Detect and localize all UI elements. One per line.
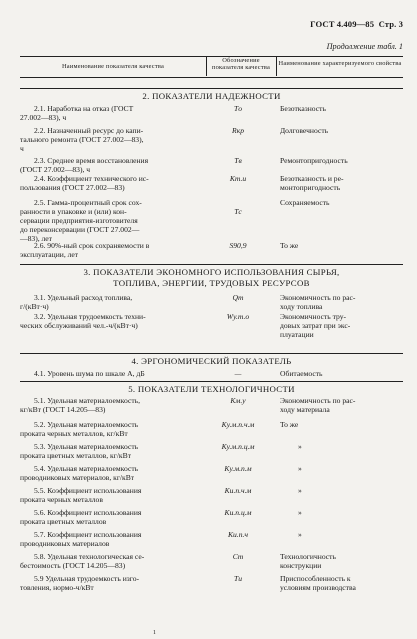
indicator-name: [20, 157, 205, 175]
indicator-name-line: товления, нормо-ч/кВт: [20, 582, 94, 592]
section-title: [20, 91, 403, 102]
indicator-name: [20, 397, 205, 415]
indicator-name: [20, 294, 205, 312]
characterized-property-line: довых затрат при экс-: [280, 320, 351, 330]
table-row: [20, 104, 403, 122]
indicator-name-line: кг/кВт (ГОСТ 14.205—83): [20, 404, 106, 414]
indicator-name-line: 2.5. Гамма-процентный срок сох-: [34, 198, 142, 207]
indicator-name-line: г/(кВт·ч): [20, 301, 49, 311]
indicator-name: [20, 313, 205, 331]
characterized-property: [280, 294, 403, 312]
indicator-name: [20, 509, 205, 527]
characterized-property: [280, 509, 403, 518]
characterized-property-line: конструкции: [280, 560, 322, 570]
indicator-name-line: проводниковых материалов: [20, 538, 110, 548]
section-rule: [20, 381, 403, 382]
table-row: [20, 293, 403, 311]
indicator-symbol: Wу.т.о: [226, 312, 250, 321]
indicator-name-line: проводниковых материалов, кг/кВт: [20, 472, 135, 482]
indicator-name-line: проката цветных металлов: [20, 516, 107, 526]
indicator-name: [20, 127, 205, 154]
indicator-symbol: Kи.п.ч.м: [224, 486, 252, 495]
characterized-property-line: »: [298, 508, 302, 517]
characterized-property: [280, 575, 403, 593]
table-row: [20, 126, 403, 153]
indicator-symbol: Kу.м.п.м: [224, 464, 252, 473]
section-title-line: 2. ПОКАЗАТЕЛИ НАДЕЖНОСТИ: [142, 91, 281, 101]
indicator-name-line: 4.1. Уровень шума по шкале А, дБ: [34, 369, 145, 378]
indicator-name-line: 5.4. Удельная материалоемкость: [34, 464, 139, 473]
indicator-name-line: 5.5. Коэффициент использования: [34, 486, 142, 495]
section-title: [20, 267, 403, 288]
characterized-property-line: Безотказность и ре-: [280, 174, 344, 183]
column-header-symbol: Обозначение показателя качества: [211, 57, 270, 71]
indicator-name-line: бестоимость (ГОСТ 14.205—83): [20, 560, 126, 570]
indicator-symbol: Cт: [232, 552, 244, 561]
indicator-name-line: 3.2. Удельная трудоемкость техни-: [34, 312, 146, 321]
indicator-symbol: Tи: [233, 574, 243, 583]
indicator-name-line: 3.1. Удельный расход топлива,: [34, 293, 133, 302]
indicator-symbol: Tв: [234, 156, 242, 165]
indicator-name-line: пользования (ГОСТ 27.002—83): [20, 182, 125, 192]
table-row: [20, 174, 403, 192]
indicator-symbol: —: [234, 369, 242, 378]
characterized-property: [280, 553, 403, 571]
table-row: [20, 396, 403, 414]
section-title: [20, 356, 403, 367]
indicator-name-line: 5.1. Удельная материалоемкость,: [34, 396, 141, 405]
characterized-property-line: условиям производства: [280, 582, 356, 592]
indicator-name-line: до переконсервации (ГОСТ 27.002—: [20, 224, 140, 234]
indicator-name: [20, 105, 205, 123]
standard-number: ГОСТ 4.409—85: [310, 19, 375, 29]
table-header-rule: [20, 77, 403, 78]
indicator-name: [20, 553, 205, 571]
characterized-property-line: »: [298, 464, 302, 473]
indicator-name-line: эксплуатации, лет: [20, 249, 79, 259]
indicator-name-line: (ГОСТ 27.002—83), ч: [20, 164, 91, 174]
characterized-property-line: Экономичность тру-: [280, 312, 347, 321]
characterized-property-line: Долговечность: [280, 126, 329, 135]
indicator-name: [20, 443, 205, 461]
table-row: [20, 312, 403, 339]
table-row: [20, 370, 403, 380]
characterized-property-line: ходу топлива: [280, 301, 323, 311]
table-row: [20, 156, 403, 174]
table-row: [20, 552, 403, 570]
indicator-symbol: Kи.п.ч: [227, 530, 249, 539]
table-row: [20, 464, 403, 482]
characterized-property-line: монтопригодность: [280, 182, 341, 192]
indicator-name-line: —83), лет: [20, 233, 52, 243]
footer-mark: 1: [153, 630, 156, 636]
indicator-symbol: S90,9: [229, 241, 247, 250]
characterized-property-line: ходу материала: [280, 404, 330, 414]
indicator-name: [20, 487, 205, 505]
characterized-property-line: Обитаемость: [280, 369, 323, 378]
indicator-name-line: проката цветных металлов, кг/кВт: [20, 450, 132, 460]
characterized-property-line: Приспособленность к: [280, 574, 351, 583]
indicator-name-line: ческих обслуживаний чел.-ч/(кВт·ч): [20, 320, 138, 330]
table-top-rule: [20, 56, 403, 57]
characterized-property-line: То же: [280, 420, 299, 429]
characterized-property: [280, 157, 403, 166]
indicator-name: [20, 175, 205, 193]
table-row: [20, 241, 403, 259]
indicator-name-line: 2.3. Среднее время восстановления: [34, 156, 149, 165]
indicator-name-line: тального ремонта (ГОСТ 27.002—83),: [20, 134, 144, 144]
indicator-name-line: 5.7. Коэффициент использования: [34, 530, 142, 539]
indicator-name: [20, 531, 205, 549]
characterized-property-line: »: [298, 486, 302, 495]
indicator-name-line: 2.4. Коэффициент технического ис-: [34, 174, 149, 183]
indicator-symbol: Qт: [232, 293, 244, 302]
characterized-property-line: Сохраняемость: [280, 198, 330, 207]
indicator-name: [20, 242, 205, 260]
indicator-name-line: проката черных металлов: [20, 494, 103, 504]
characterized-property-line: Экономичность по рас-: [280, 293, 356, 302]
characterized-property-line: Экономичность по рас-: [280, 396, 356, 405]
indicator-name-line: проката черных металлов, кг/кВт: [20, 428, 128, 438]
page-number: Стр. 3: [378, 19, 403, 29]
column-header-property: Наименование характеризуемого свойства: [278, 60, 402, 67]
table-row: [20, 442, 403, 460]
table-row: [20, 530, 403, 548]
table-row: [20, 508, 403, 526]
section-title-line: 3. ПОКАЗАТЕЛИ ЭКОНОМНОГО ИСПОЛЬЗОВАНИЯ СЫРЬЯ,: [83, 267, 340, 277]
indicator-symbol: Kи.п.ц.м: [224, 508, 252, 517]
characterized-property-line: Технологичность: [280, 552, 336, 561]
characterized-property: [280, 199, 403, 208]
indicator-name-line: сервации предприятия-изготовителя: [20, 215, 138, 225]
characterized-property: [280, 242, 403, 251]
section-title: [20, 384, 403, 395]
indicator-name-line: ч: [20, 143, 24, 153]
indicator-symbol: Tс: [234, 206, 242, 216]
characterized-property: [280, 421, 403, 430]
characterized-property-line: »: [298, 530, 302, 539]
indicator-name: [20, 465, 205, 483]
section-rule: [20, 264, 403, 265]
indicator-name-line: 5.9 Удельная трудоемкость изго-: [34, 574, 140, 583]
section-rule: [20, 88, 403, 89]
page-header: [310, 20, 403, 29]
indicator-name-line: 2.2. Назначенный ресурс до капи-: [34, 126, 144, 135]
section-title-line: ТОПЛИВА, ЭНЕРГИИ, ТРУДОВЫХ РЕСУРСОВ: [113, 277, 310, 288]
indicator-name-line: 5.3. Удельная материалоемкость: [34, 442, 139, 451]
table-row: [20, 574, 403, 592]
section-title-line: 5. ПОКАЗАТЕЛИ ТЕХНОЛОГИЧНОСТИ: [128, 384, 295, 394]
indicator-name: [20, 199, 205, 244]
characterized-property: [280, 487, 403, 496]
characterized-property: [280, 370, 403, 379]
table-row: [20, 420, 403, 438]
indicator-symbol: Tо: [233, 104, 243, 113]
indicator-symbol: Kу.м.п.ч.м: [221, 420, 255, 429]
indicator-name-line: 2.1. Наработка на отказ (ГОСТ: [34, 104, 134, 113]
indicator-name: [20, 370, 205, 379]
characterized-property: [280, 105, 403, 114]
indicator-name-line: 5.8. Удельная технологическая се-: [34, 552, 145, 561]
indicator-symbol: Kм.у: [230, 396, 246, 405]
characterized-property-line: То же: [280, 241, 299, 250]
characterized-property: [280, 465, 403, 474]
indicator-name-line: 27.002—83), ч: [20, 112, 67, 122]
column-header-name: Наименование показателя качества: [61, 63, 165, 70]
characterized-property: [280, 313, 403, 340]
characterized-property-line: »: [298, 442, 302, 451]
characterized-property: [280, 531, 403, 540]
indicator-name-line: 2.6. 90%-ный срок сохраняемости в: [34, 241, 150, 250]
indicator-name: [20, 575, 205, 593]
characterized-property: [280, 127, 403, 136]
characterized-property-line: Ремонтопригодность: [280, 156, 348, 165]
characterized-property: [280, 175, 403, 193]
indicator-name-line: ранности в упаковке и (или) кон-: [20, 206, 127, 216]
section-title-line: 4. ЭРГОНОМИЧЕСКИЙ ПОКАЗАТЕЛЬ: [131, 356, 292, 366]
section-rule: [20, 353, 403, 354]
characterized-property-line: плуатации: [280, 329, 314, 339]
indicator-symbol: Rкр: [232, 126, 244, 135]
table-continuation-label: Продолжение табл. 1: [326, 42, 403, 51]
indicator-symbol: Kт.и: [229, 174, 247, 183]
indicator-symbol: Kу.м.п.ц.м: [221, 442, 255, 451]
characterized-property: [280, 443, 403, 452]
indicator-name: [20, 421, 205, 439]
indicator-name-line: 5.6. Коэффициент использования: [34, 508, 142, 517]
indicator-name-line: 5.2. Удельная материалоемкость: [34, 420, 139, 429]
table-row: [20, 486, 403, 504]
characterized-property-line: Безотказность: [280, 104, 326, 113]
table-row: [20, 198, 403, 243]
characterized-property: [280, 397, 403, 415]
